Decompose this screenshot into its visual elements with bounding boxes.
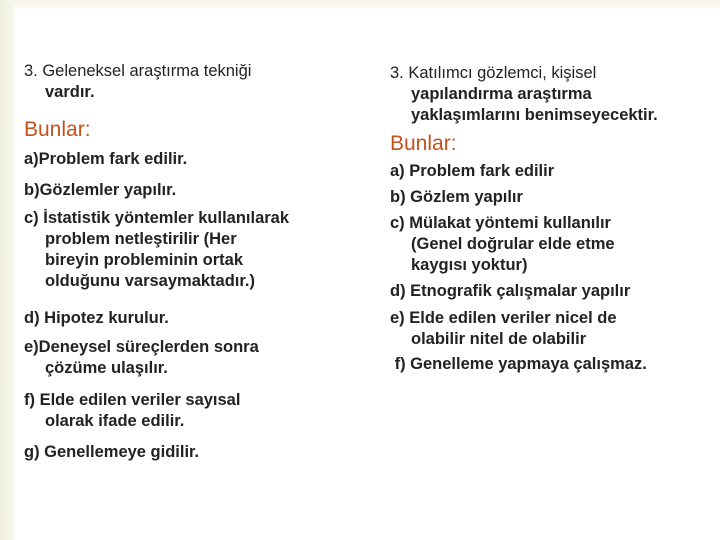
left-item-f-line-1: f) Elde edilen veriler sayısal [24,391,241,409]
right-item-e-line-1: e) Elde edilen veriler nicel de [390,309,617,327]
left-item-b-text: b)Gözlemler yapılır. [24,181,177,199]
right-intro-line-3: yaklaşımlarını benimseyecektir. [411,106,658,124]
left-intro-line-1: 3. Geleneksel araştırma tekniği [24,62,252,80]
right-item-d-text: d) Etnografik çalışmalar yapılır [390,282,631,300]
left-item-c-line-2: problem netleştirilir (Her [45,230,237,248]
left-item-b [24,180,176,201]
left-item-e [24,337,259,379]
right-item-c [390,213,615,276]
right-item-f-text: f) Genelleme yapmaya çalışmaz. [390,355,647,373]
left-item-g [24,442,199,463]
left-intro [24,61,251,103]
right-item-f [390,354,647,375]
right-item-c-line-2: (Genel doğrular elde etme [411,235,615,253]
left-item-c [24,208,289,292]
left-item-g-text: g) Genellemeye gidilir. [24,443,200,461]
right-item-d [390,281,630,302]
left-intro-line-2: vardır. [45,83,95,101]
right-item-c-line-1: c) Mülakat yöntemi kullanılır [390,214,611,232]
right-intro [390,63,658,126]
right-item-b [390,187,523,208]
left-item-f [24,390,240,432]
left-item-a-text: a)Problem fark edilir. [24,150,188,168]
left-item-c-line-4: olduğunu varsaymaktadır.) [45,272,255,290]
left-item-f-line-2: olarak ifade edilir. [45,412,185,430]
left-item-c-line-3: bireyin probleminin ortak [45,251,244,269]
left-item-d [24,308,169,329]
right-item-b-text: b) Gözlem yapılır [390,188,523,206]
right-intro-line-2: yapılandırma araştırma [411,85,592,103]
slide-frame-left [0,0,14,540]
right-item-e-line-2: olabilir nitel de olabilir [411,330,587,348]
left-item-a [24,149,187,170]
left-item-d-text: d) Hipotez kurulur. [24,309,169,327]
right-item-a-text: a) Problem fark edilir [390,162,555,180]
right-intro-line-1: 3. Katılımcı gözlemci, kişisel [390,64,597,82]
right-item-c-line-3: kaygısı yoktur) [411,256,528,274]
left-item-e-line-2: çözüme ulaşılır. [45,359,168,377]
right-item-e [390,308,617,350]
left-heading: Bunlar: [24,118,91,141]
left-item-c-line-1: c) İstatistik yöntemler kullanılarak [24,209,290,227]
right-heading: Bunlar: [390,132,457,155]
right-item-a [390,161,554,182]
slide-frame-top [14,0,720,12]
left-item-e-line-1: e)Deneysel süreçlerden sonra [24,338,259,356]
